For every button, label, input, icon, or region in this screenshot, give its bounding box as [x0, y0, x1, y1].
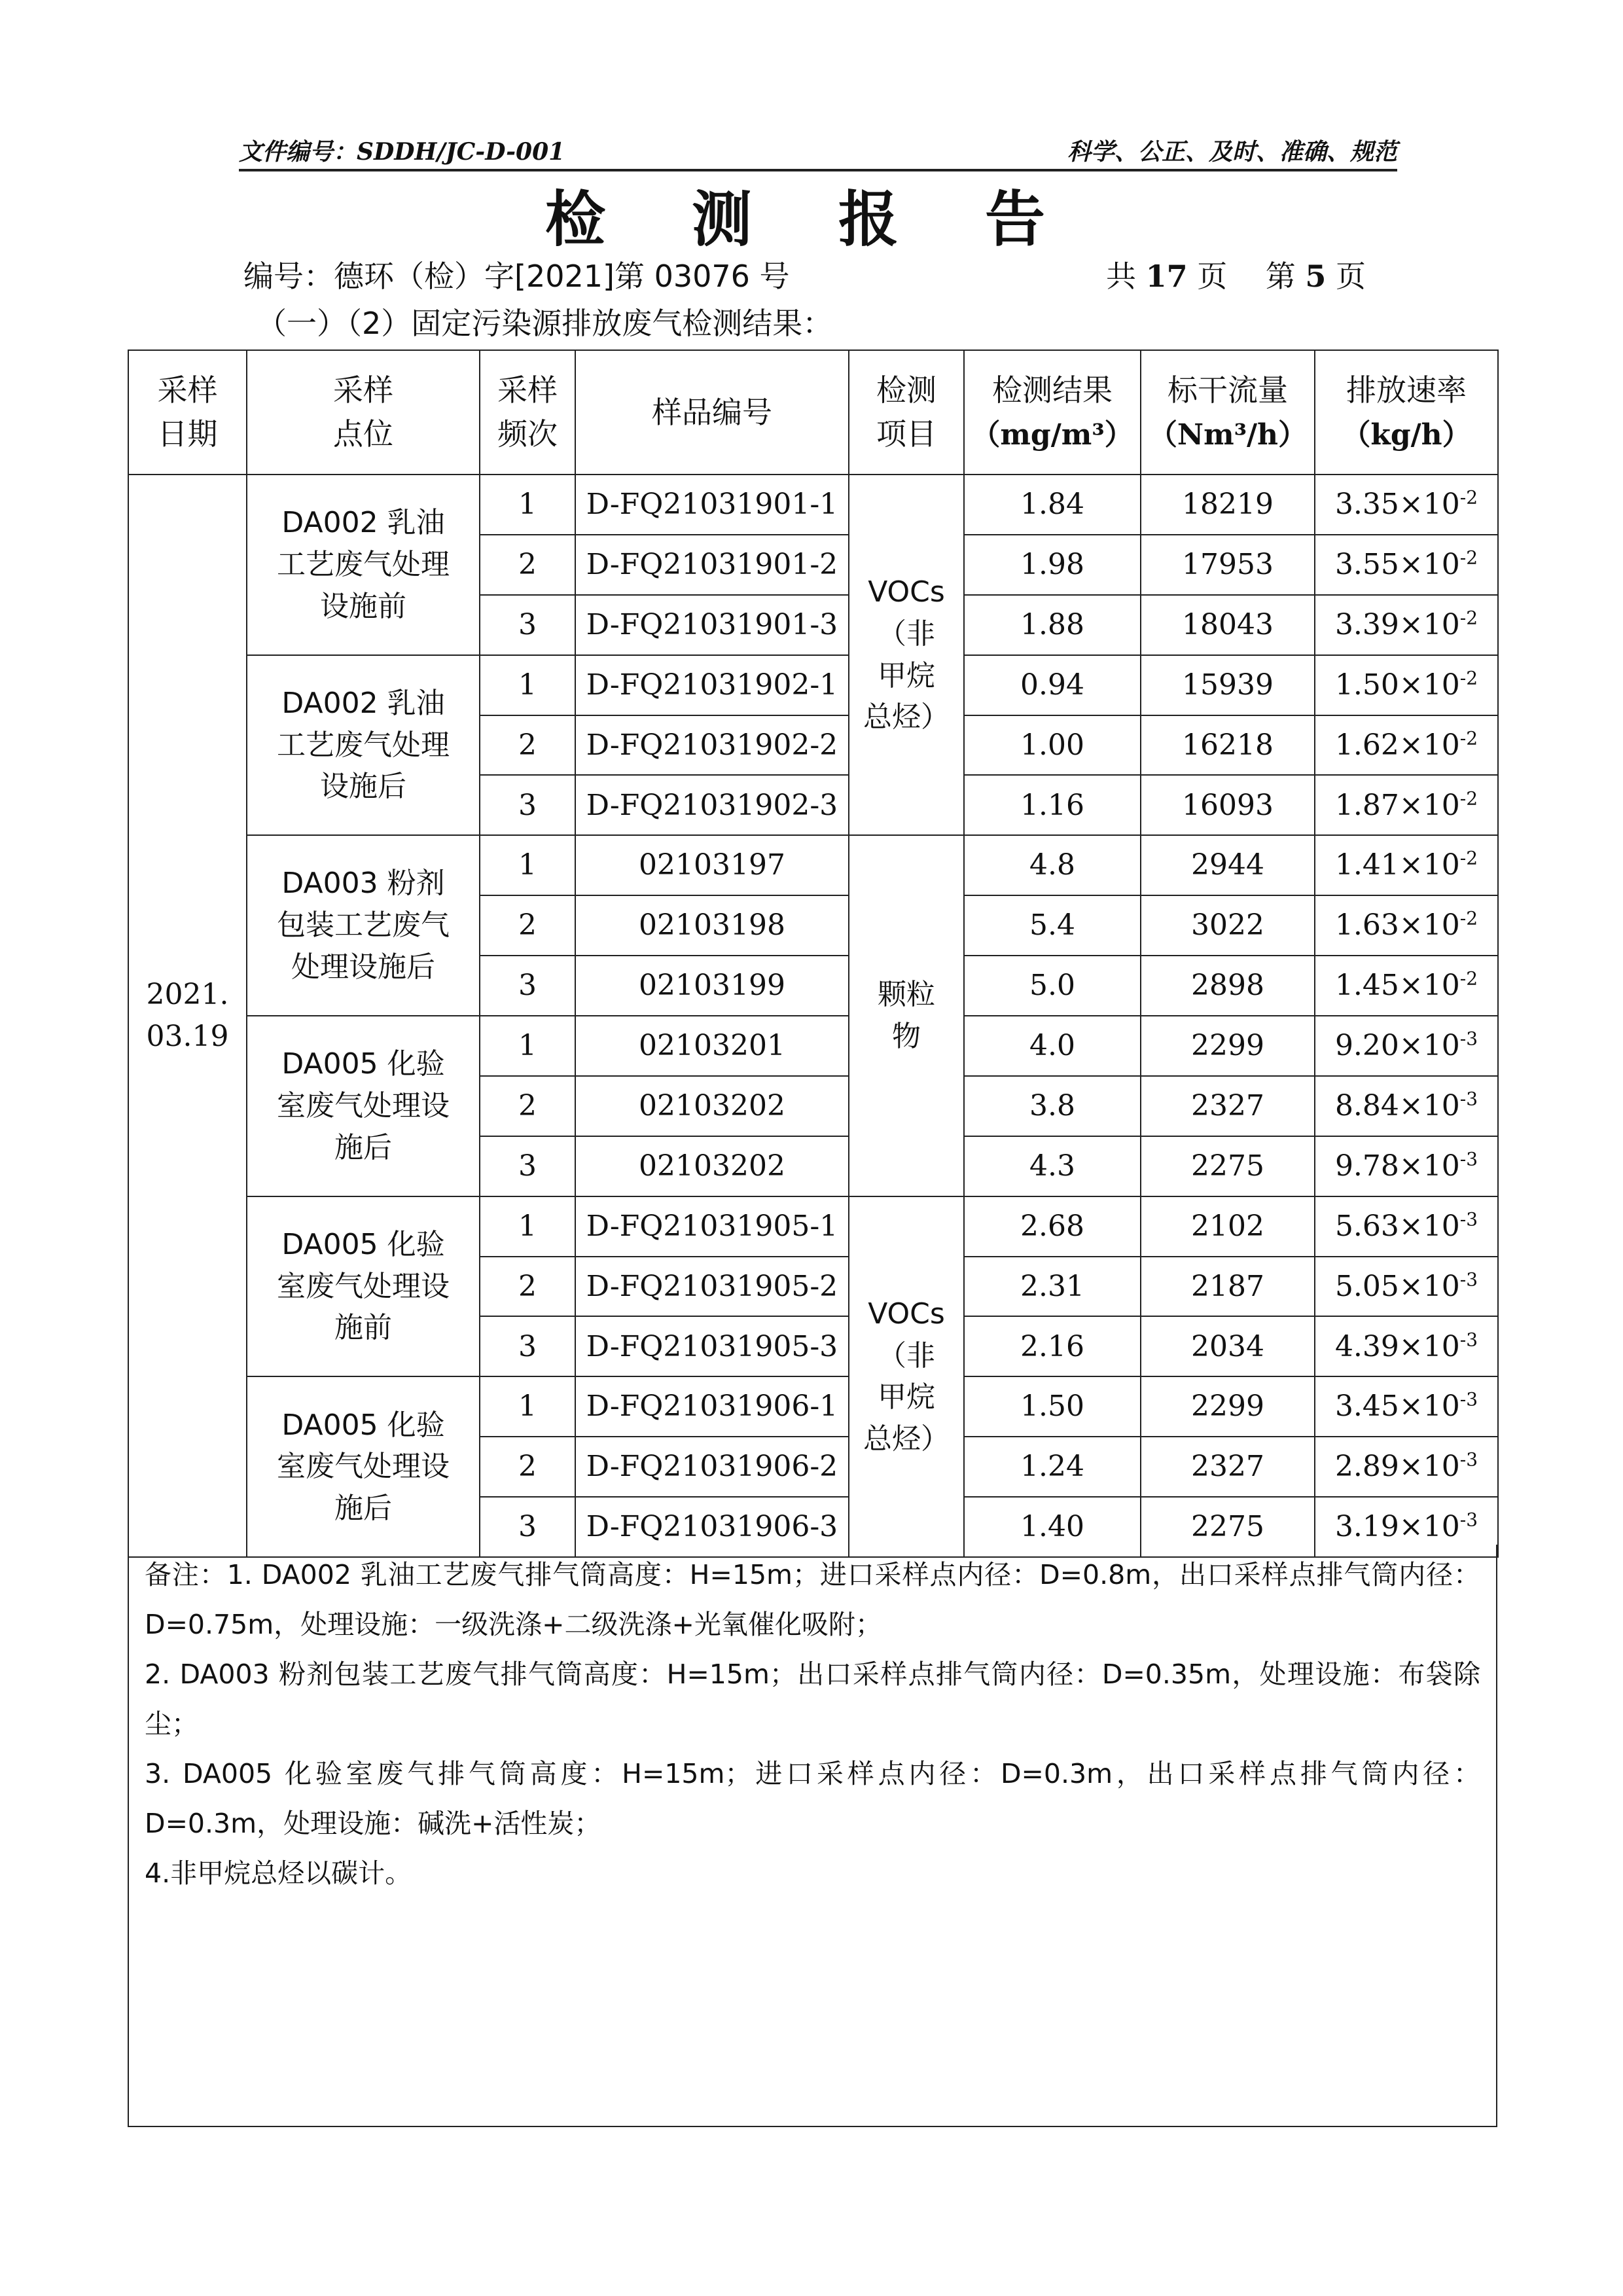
standard-flow: 18219: [1141, 475, 1315, 535]
standard-flow: 2327: [1141, 1076, 1315, 1136]
sampling-frequency: 1: [480, 655, 575, 715]
sampling-location: DA005 化验 室废气处理设 施后: [247, 1376, 480, 1557]
table-header-row: [128, 350, 1498, 475]
test-result: 3.8: [964, 1076, 1141, 1136]
sample-number: 02103202: [575, 1136, 849, 1196]
sampling-frequency: 3: [480, 595, 575, 655]
test-result: 4.0: [964, 1016, 1141, 1076]
document-number: 文件编号：SDDH/JC-D-001: [239, 138, 565, 166]
emission-rate: $1.41\times 10^{-2}$: [1315, 835, 1498, 895]
report-title: 检 测 报 告: [544, 185, 1079, 255]
test-result: 4.8: [964, 835, 1141, 895]
sampling-location: DA005 化验 室废气处理设 施后: [247, 1016, 480, 1196]
sample-number: D-FQ21031901-3: [575, 595, 849, 655]
test-result: 1.88: [964, 595, 1141, 655]
sample-number: 02103199: [575, 956, 849, 1016]
sampling-location: DA003 粉剂 包装工艺废气 处理设施后: [247, 835, 480, 1016]
test-item: 颗粒 物: [849, 835, 964, 1196]
page-counter: 共 17 页 第 5 页: [1106, 259, 1366, 294]
document-header: [239, 130, 1397, 171]
table-row: [128, 1196, 1498, 1257]
header-sample-number: 样品编号: [575, 350, 849, 475]
test-result: 2.31: [964, 1257, 1141, 1317]
test-item: VOCs （非 甲烷 总烃）: [849, 1196, 964, 1557]
sampling-frequency: 2: [480, 715, 575, 776]
emission-rate: $9.78\times 10^{-3}$: [1315, 1136, 1498, 1196]
sample-number: D-FQ21031905-2: [575, 1257, 849, 1317]
sample-number: D-FQ21031901-2: [575, 535, 849, 595]
total-pages: 17: [1145, 259, 1188, 294]
emission-rate: $3.45\times 10^{-3}$: [1315, 1376, 1498, 1437]
sample-number: D-FQ21031902-2: [575, 715, 849, 776]
standard-flow: 2944: [1141, 835, 1315, 895]
sampling-frequency: 1: [480, 1016, 575, 1076]
standard-flow: 16218: [1141, 715, 1315, 776]
current-page: 5: [1305, 259, 1327, 294]
standard-flow: 2275: [1141, 1497, 1315, 1557]
remark-4: 4.非甲烷总烃以碳计。: [145, 1857, 412, 1889]
test-result: 1.24: [964, 1437, 1141, 1497]
standard-flow: 2898: [1141, 956, 1315, 1016]
sample-number: 02103198: [575, 895, 849, 956]
emission-rate: $1.50\times 10^{-2}$: [1315, 655, 1498, 715]
standard-flow: 18043: [1141, 595, 1315, 655]
sampling-frequency: 2: [480, 1437, 575, 1497]
emission-rate: $8.84\times 10^{-3}$: [1315, 1076, 1498, 1136]
header-test-result: 检测结果 （mg/m³）: [964, 350, 1141, 475]
sampling-location: DA002 乳油 工艺废气处理 设施前: [247, 475, 480, 655]
test-result: 1.00: [964, 715, 1141, 776]
sampling-location: DA005 化验 室废气处理设 施前: [247, 1196, 480, 1377]
header-test-item: 检测 项目: [849, 350, 964, 475]
test-result: 1.84: [964, 475, 1141, 535]
sample-number: 02103201: [575, 1016, 849, 1076]
sampling-frequency: 3: [480, 775, 575, 835]
table-row: [128, 1016, 1498, 1076]
test-result: 4.3: [964, 1136, 1141, 1196]
test-item: VOCs （非 甲烷 总烃）: [849, 475, 964, 835]
emission-rate: $5.63\times 10^{-3}$: [1315, 1196, 1498, 1257]
standard-flow: 17953: [1141, 535, 1315, 595]
sample-number: 02103197: [575, 835, 849, 895]
test-result: 2.16: [964, 1316, 1141, 1376]
test-result: 1.16: [964, 775, 1141, 835]
table-row: [128, 655, 1498, 715]
header-sampling-location: 采样 点位: [247, 350, 480, 475]
emission-rate: $3.39\times 10^{-2}$: [1315, 595, 1498, 655]
sample-number: D-FQ21031905-3: [575, 1316, 849, 1376]
table-row: [128, 835, 1498, 895]
sample-number: D-FQ21031901-1: [575, 475, 849, 535]
sampling-frequency: 2: [480, 895, 575, 956]
standard-flow: 2327: [1141, 1437, 1315, 1497]
remark-3: 3. DA005 化验室废气排气筒高度：H=15m；进口采样点内径：D=0.3m，出口采样点排气筒内径：D=0.3m，处理设施：碱洗+活性炭；: [145, 1758, 1480, 1839]
sampling-frequency: 1: [480, 1196, 575, 1257]
sampling-location: DA002 乳油 工艺废气处理 设施后: [247, 655, 480, 836]
test-result: 1.98: [964, 535, 1141, 595]
table-body: [128, 475, 1498, 1557]
sampling-frequency: 2: [480, 535, 575, 595]
sample-number: D-FQ21031902-1: [575, 655, 849, 715]
sampling-frequency: 3: [480, 1497, 575, 1557]
test-result: 1.40: [964, 1497, 1141, 1557]
standard-flow: 2299: [1141, 1016, 1315, 1076]
standard-flow: 2275: [1141, 1136, 1315, 1196]
remarks-box: [128, 1545, 1497, 2127]
emission-rate: $1.63\times 10^{-2}$: [1315, 895, 1498, 956]
test-result: 5.0: [964, 956, 1141, 1016]
standard-flow: 16093: [1141, 775, 1315, 835]
sample-number: D-FQ21031906-2: [575, 1437, 849, 1497]
emission-results-table: [128, 350, 1499, 1558]
sample-number: D-FQ21031906-1: [575, 1376, 849, 1437]
test-result: 0.94: [964, 655, 1141, 715]
sampling-date: 2021. 03.19: [128, 475, 247, 1557]
sample-number: 02103202: [575, 1076, 849, 1136]
report-number: 编号：德环（检）字[2021]第 03076 号: [243, 259, 790, 294]
standard-flow: 2299: [1141, 1376, 1315, 1437]
sampling-frequency: 2: [480, 1257, 575, 1317]
sampling-frequency: 3: [480, 1316, 575, 1376]
sample-number: D-FQ21031902-3: [575, 775, 849, 835]
header-sampling-frequency: 采样 频次: [480, 350, 575, 475]
standard-flow: 15939: [1141, 655, 1315, 715]
sampling-frequency: 1: [480, 835, 575, 895]
header-sampling-date: 采样 日期: [128, 350, 247, 475]
emission-rate: $3.55\times 10^{-2}$: [1315, 535, 1498, 595]
emission-rate: $5.05\times 10^{-3}$: [1315, 1257, 1498, 1317]
sampling-frequency: 3: [480, 956, 575, 1016]
table-row: [128, 1376, 1498, 1437]
header-emission-rate: 排放速率 （kg/h）: [1315, 350, 1498, 475]
document-motto: 科学、公正、及时、准确、规范: [1067, 138, 1397, 166]
standard-flow: 3022: [1141, 895, 1315, 956]
emission-rate: $1.87\times 10^{-2}$: [1315, 775, 1498, 835]
table-row: [128, 475, 1498, 535]
sampling-frequency: 1: [480, 1376, 575, 1437]
sampling-frequency: 2: [480, 1076, 575, 1136]
remark-2: 2. DA003 粉剂包装工艺废气排气筒高度：H=15m；出口采样点排气筒内径：D=0.35m，处理设施：布袋除尘；: [145, 1659, 1480, 1740]
test-result: 2.68: [964, 1196, 1141, 1257]
emission-rate: $3.35\times 10^{-2}$: [1315, 475, 1498, 535]
emission-rate: $9.20\times 10^{-3}$: [1315, 1016, 1498, 1076]
standard-flow: 2034: [1141, 1316, 1315, 1376]
standard-flow: 2187: [1141, 1257, 1315, 1317]
emission-rate: $1.62\times 10^{-2}$: [1315, 715, 1498, 776]
standard-flow: 2102: [1141, 1196, 1315, 1257]
sample-number: D-FQ21031905-1: [575, 1196, 849, 1257]
emission-rate: $2.89\times 10^{-3}$: [1315, 1437, 1498, 1497]
remark-1: 备注：1. DA002 乳油工艺废气排气筒高度：H=15m；进口采样点内径：D=0.8m，出口采样点排气筒内径：D=0.75m，处理设施：一级洗涤+二级洗涤+光氧催化吸附；: [145, 1559, 1480, 1640]
emission-rate: $4.39\times 10^{-3}$: [1315, 1316, 1498, 1376]
section-title: （一）（2）固定污染源排放废气检测结果：: [257, 306, 833, 341]
sample-number: D-FQ21031906-3: [575, 1497, 849, 1557]
test-result: 5.4: [964, 895, 1141, 956]
sampling-frequency: 1: [480, 475, 575, 535]
emission-rate: $1.45\times 10^{-2}$: [1315, 956, 1498, 1016]
test-result: 1.50: [964, 1376, 1141, 1437]
sampling-frequency: 3: [480, 1136, 575, 1196]
emission-rate: $3.19\times 10^{-3}$: [1315, 1497, 1498, 1557]
header-standard-flow: 标干流量 （Nm³/h）: [1141, 350, 1315, 475]
